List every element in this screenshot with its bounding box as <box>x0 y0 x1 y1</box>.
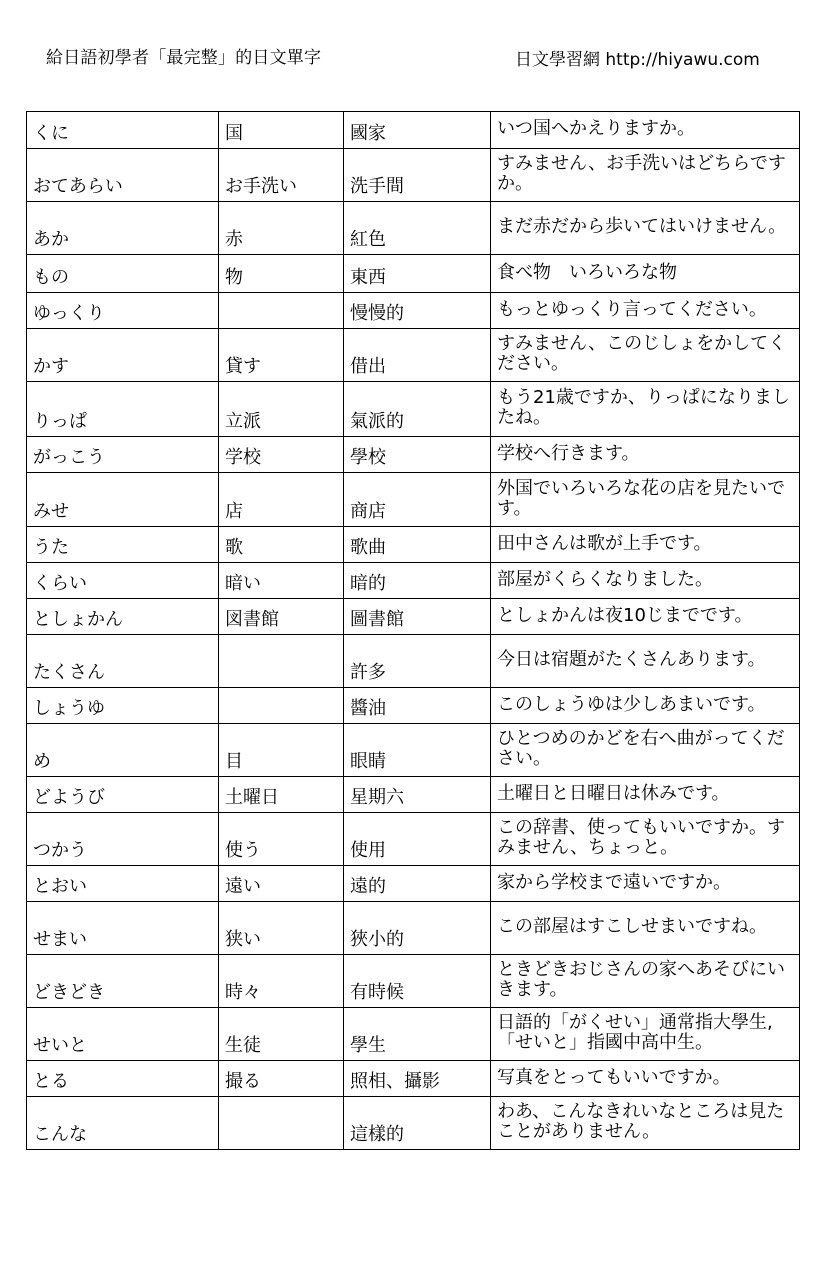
vocab-kanji: 暗い <box>219 563 344 599</box>
vocab-kanji: 撮る <box>219 1061 344 1097</box>
example-sentence: 部屋がくらくなりました。 <box>491 563 800 599</box>
vocab-kanji: 店 <box>219 473 344 527</box>
example-sentence: この部屋はすこしせまいですね。 <box>491 902 800 955</box>
example-sentence: この辞書、使ってもいいですか。すみません、ちょっと。 <box>491 813 800 866</box>
vocab-chinese: 學校 <box>344 437 491 473</box>
example-sentence: まだ赤だから歩いてはいけません。 <box>491 202 800 255</box>
example-sentence: 外国でいろいろな花の店を見たいです。 <box>491 473 800 527</box>
vocab-kana: せいと <box>27 1008 219 1061</box>
vocab-chinese: 有時候 <box>344 955 491 1008</box>
table-row <box>27 202 800 255</box>
vocab-kanji: 土曜日 <box>219 777 344 813</box>
vocab-kana: たくさん <box>27 635 219 688</box>
table-row <box>27 473 800 527</box>
vocab-kana: とおい <box>27 866 219 902</box>
example-sentence: もっとゆっくり言ってください。 <box>491 293 800 329</box>
vocab-kana: こんな <box>27 1097 219 1150</box>
vocab-kana: みせ <box>27 473 219 527</box>
vocab-chinese: 借出 <box>344 329 491 382</box>
example-sentence: ひとつめのかどを右へ曲がってください。 <box>491 724 800 777</box>
vocab-kana: おてあらい <box>27 149 219 202</box>
vocab-chinese: 氣派的 <box>344 382 491 437</box>
vocab-kana: せまい <box>27 902 219 955</box>
vocab-chinese: 使用 <box>344 813 491 866</box>
table-row <box>27 866 800 902</box>
vocab-chinese: 狹小的 <box>344 902 491 955</box>
vocab-chinese: 東西 <box>344 255 491 293</box>
vocab-kana: どきどき <box>27 955 219 1008</box>
vocab-chinese: 學生 <box>344 1008 491 1061</box>
vocab-kana: がっこう <box>27 437 219 473</box>
table-row <box>27 563 800 599</box>
vocab-kana: どようび <box>27 777 219 813</box>
table-row <box>27 437 800 473</box>
vocab-chinese: 慢慢的 <box>344 293 491 329</box>
vocab-chinese: 紅色 <box>344 202 491 255</box>
vocab-chinese: 遠的 <box>344 866 491 902</box>
vocab-kana: うた <box>27 527 219 563</box>
vocab-kana: くらい <box>27 563 219 599</box>
vocab-kanji: 歌 <box>219 527 344 563</box>
example-sentence: 日語的「がくせい」通常指大學生,「せいと」指國中高中生。 <box>491 1008 800 1061</box>
vocab-chinese: 醬油 <box>344 688 491 724</box>
vocab-kanji: お手洗い <box>219 149 344 202</box>
vocab-chinese: 暗的 <box>344 563 491 599</box>
vocab-chinese: 商店 <box>344 473 491 527</box>
vocab-chinese: 這樣的 <box>344 1097 491 1150</box>
table-row <box>27 293 800 329</box>
vocab-chinese: 歌曲 <box>344 527 491 563</box>
vocab-chinese: 國家 <box>344 112 491 149</box>
vocab-kana: りっぱ <box>27 382 219 437</box>
vocab-kanji: 時々 <box>219 955 344 1008</box>
table-row <box>27 955 800 1008</box>
table-row <box>27 902 800 955</box>
table-row <box>27 1008 800 1061</box>
site-credit: 日文學習網 http://hiyawu.com <box>515 50 760 70</box>
example-sentence: 今日は宿題がたくさんあります。 <box>491 635 800 688</box>
example-sentence: もう21歳ですか、りっぱになりましたね。 <box>491 382 800 437</box>
vocab-chinese: 照相、攝影 <box>344 1061 491 1097</box>
example-sentence: 食べ物 いろいろな物 <box>491 255 800 293</box>
example-sentence: ときどきおじさんの家へあそびにいきます。 <box>491 955 800 1008</box>
vocab-kanji: 図書館 <box>219 599 344 635</box>
table-row <box>27 599 800 635</box>
table-row <box>27 329 800 382</box>
vocab-kanji: 貸す <box>219 329 344 382</box>
example-sentence: 土曜日と日曜日は休みです。 <box>491 777 800 813</box>
vocab-kana: め <box>27 724 219 777</box>
vocab-kana: ゆっくり <box>27 293 219 329</box>
table-row <box>27 813 800 866</box>
example-sentence: すみません、このじしょをかしてください。 <box>491 329 800 382</box>
vocab-kanji: 生徒 <box>219 1008 344 1061</box>
vocab-kana: もの <box>27 255 219 293</box>
example-sentence: いつ国へかえりますか。 <box>491 112 800 149</box>
example-sentence: このしょうゆは少しあまいです。 <box>491 688 800 724</box>
table-row <box>27 635 800 688</box>
vocab-chinese: 洗手間 <box>344 149 491 202</box>
vocab-chinese: 許多 <box>344 635 491 688</box>
table-row <box>27 688 800 724</box>
vocab-kanji: 学校 <box>219 437 344 473</box>
vocab-kanji: 使う <box>219 813 344 866</box>
vocab-chinese: 圖書館 <box>344 599 491 635</box>
vocab-kana: あか <box>27 202 219 255</box>
vocab-kanji <box>219 635 344 688</box>
table-row <box>27 724 800 777</box>
vocab-kanji: 遠い <box>219 866 344 902</box>
vocab-kanji: 立派 <box>219 382 344 437</box>
vocab-kanji: 狭い <box>219 902 344 955</box>
example-sentence: 写真をとってもいいですか。 <box>491 1061 800 1097</box>
vocab-kana: とる <box>27 1061 219 1097</box>
table-row <box>27 112 800 149</box>
vocab-kana: つかう <box>27 813 219 866</box>
table-row <box>27 527 800 563</box>
vocabulary-table <box>26 111 800 1150</box>
document-title: 給日語初學者「最完整」的日文單字 <box>46 48 322 68</box>
vocab-kanji <box>219 1097 344 1150</box>
vocab-kanji <box>219 293 344 329</box>
table-row <box>27 149 800 202</box>
vocab-chinese: 星期六 <box>344 777 491 813</box>
example-sentence: としょかんは夜10じまでです。 <box>491 599 800 635</box>
table-row <box>27 777 800 813</box>
vocab-kanji: 目 <box>219 724 344 777</box>
table-row <box>27 1097 800 1150</box>
vocab-kanji: 赤 <box>219 202 344 255</box>
table-row <box>27 255 800 293</box>
vocab-chinese: 眼睛 <box>344 724 491 777</box>
vocab-kana: としょかん <box>27 599 219 635</box>
example-sentence: わあ、こんなきれいなところは見たことがありません。 <box>491 1097 800 1150</box>
vocab-kanji: 物 <box>219 255 344 293</box>
table-row <box>27 1061 800 1097</box>
example-sentence: 家から学校まで遠いですか。 <box>491 866 800 902</box>
example-sentence: すみません、お手洗いはどちらですか。 <box>491 149 800 202</box>
vocab-kanji <box>219 688 344 724</box>
example-sentence: 学校へ行きます。 <box>491 437 800 473</box>
vocab-kana: くに <box>27 112 219 149</box>
example-sentence: 田中さんは歌が上手です。 <box>491 527 800 563</box>
table-row <box>27 382 800 437</box>
vocab-kana: しょうゆ <box>27 688 219 724</box>
vocab-kanji: 国 <box>219 112 344 149</box>
vocab-kana: かす <box>27 329 219 382</box>
